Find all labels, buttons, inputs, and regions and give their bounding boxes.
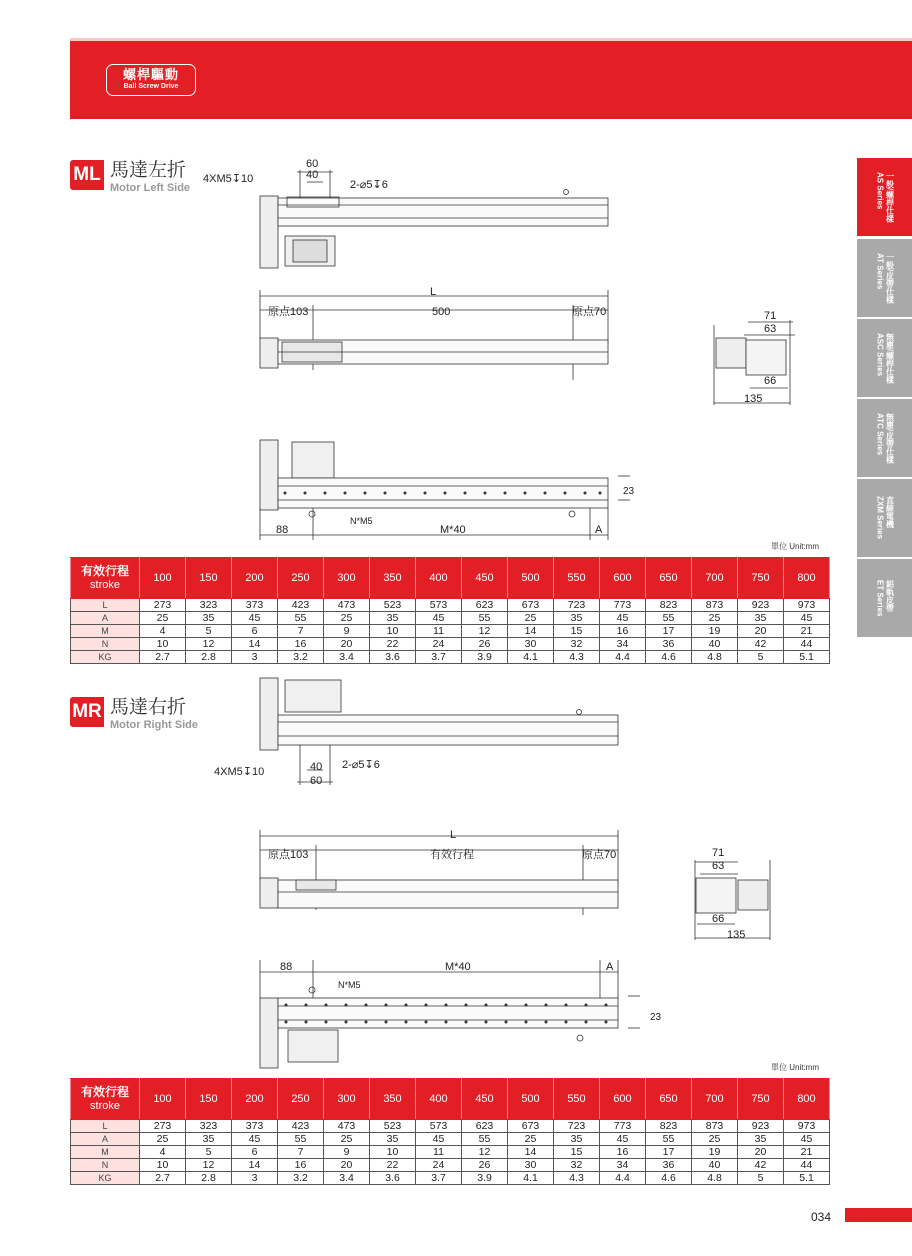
table-cell: 3.6 xyxy=(370,1172,416,1185)
badge-title-en: Ball Screw Drive xyxy=(123,83,179,90)
stroke-value-header: 800 xyxy=(784,558,830,599)
table-cell: 14 xyxy=(508,1146,554,1159)
stroke-value-header: 150 xyxy=(186,1079,232,1120)
table-cell: 773 xyxy=(600,599,646,612)
stroke-value-header: 800 xyxy=(784,1079,830,1120)
table-cell: 3.7 xyxy=(416,651,462,664)
ml-dim-63: 63 xyxy=(764,323,777,335)
table-cell: 5 xyxy=(738,1172,784,1185)
table-cell: 34 xyxy=(600,1159,646,1172)
badge-title-zh: 螺桿驅動 xyxy=(122,67,179,82)
table-cell: 4 xyxy=(140,1146,186,1159)
table-cell: 373 xyxy=(232,599,278,612)
table-cell: 30 xyxy=(508,1159,554,1172)
table-cell: 55 xyxy=(646,1133,692,1146)
tab-label-en: AT Series xyxy=(875,252,885,290)
table-cell: 5.1 xyxy=(784,651,830,664)
table-cell: 16 xyxy=(278,1159,324,1172)
stroke-value-header: 600 xyxy=(600,558,646,599)
table-cell: 35 xyxy=(738,1133,784,1146)
table-cell: 10 xyxy=(140,1159,186,1172)
table-cell: 3.7 xyxy=(416,1172,462,1185)
table-cell: 4.1 xyxy=(508,1172,554,1185)
table-cell: 42 xyxy=(738,638,784,651)
table-cell: 7 xyxy=(278,625,324,638)
table-cell: 20 xyxy=(738,625,784,638)
table-cell: 14 xyxy=(232,1159,278,1172)
table-cell: 35 xyxy=(554,1133,600,1146)
page-number-bar xyxy=(845,1208,912,1222)
table-cell: 55 xyxy=(646,612,692,625)
table-cell: 35 xyxy=(554,612,600,625)
stroke-value-header: 450 xyxy=(462,1079,508,1120)
table-cell: 723 xyxy=(554,599,600,612)
stroke-header xyxy=(71,1079,140,1120)
table-cell: 573 xyxy=(416,1120,462,1133)
table-cell: 3 xyxy=(232,651,278,664)
stroke-value-header: 700 xyxy=(692,1079,738,1120)
table-cell: 44 xyxy=(784,1159,830,1172)
table-cell: 3.4 xyxy=(324,651,370,664)
ml-title-zh: 馬達左折 xyxy=(110,160,187,181)
table-cell: 4 xyxy=(140,625,186,638)
table-cell: 14 xyxy=(508,625,554,638)
table-cell: 5.1 xyxy=(784,1172,830,1185)
row-label: L xyxy=(71,599,140,612)
table-cell: 16 xyxy=(600,625,646,638)
table-cell: 26 xyxy=(462,638,508,651)
stroke-value-header: 450 xyxy=(462,558,508,599)
stroke-value-header: 550 xyxy=(554,558,600,599)
table-cell: 42 xyxy=(738,1159,784,1172)
table-cell: 823 xyxy=(646,599,692,612)
table-header-row xyxy=(71,1079,830,1120)
table-cell: 21 xyxy=(784,625,830,638)
table-cell: 19 xyxy=(692,1146,738,1159)
table-cell: 3.9 xyxy=(462,651,508,664)
table-cell: 323 xyxy=(186,599,232,612)
row-label: M xyxy=(71,1146,140,1159)
mr-dim-60: 60 xyxy=(310,775,323,787)
stroke-value-header: 500 xyxy=(508,1079,554,1120)
table-cell: 3.2 xyxy=(278,651,324,664)
tab-label-zh: 一般/皮帶仕樣 xyxy=(885,252,895,304)
mr-stroke-label: 有效行程 xyxy=(430,849,474,861)
table-cell: 19 xyxy=(692,625,738,638)
ml-title-en: Motor Left Side xyxy=(110,182,191,194)
stroke-value-header: 500 xyxy=(508,558,554,599)
ml-spec-table xyxy=(70,557,830,664)
table-cell: 4.4 xyxy=(600,651,646,664)
table-cell: 2.7 xyxy=(140,651,186,664)
table-cell: 24 xyxy=(416,638,462,651)
table-cell: 4.3 xyxy=(554,651,600,664)
table-cell: 12 xyxy=(462,625,508,638)
stroke-value-header: 750 xyxy=(738,1079,784,1120)
table-cell: 5 xyxy=(738,651,784,664)
table-row xyxy=(71,625,830,638)
table-cell: 35 xyxy=(370,1133,416,1146)
row-label: KG xyxy=(71,1172,140,1185)
table-cell: 16 xyxy=(278,638,324,651)
table-cell: 45 xyxy=(784,612,830,625)
table-cell: 36 xyxy=(646,638,692,651)
table-cell: 623 xyxy=(462,599,508,612)
table-cell: 21 xyxy=(784,1146,830,1159)
ml-dim-A: A xyxy=(595,524,603,536)
stroke-value-header: 250 xyxy=(278,558,324,599)
table-cell: 473 xyxy=(324,1120,370,1133)
table-cell: 36 xyxy=(646,1159,692,1172)
table-cell: 673 xyxy=(508,1120,554,1133)
ml-dim-60: 60 xyxy=(306,158,319,170)
row-label: M xyxy=(71,625,140,638)
tab-label-zh: 直線電機 xyxy=(885,496,895,529)
table-cell: 3.9 xyxy=(462,1172,508,1185)
table-row xyxy=(71,1146,830,1159)
table-cell: 4.4 xyxy=(600,1172,646,1185)
table-cell: 20 xyxy=(324,1159,370,1172)
mr-dim-A: A xyxy=(606,961,614,973)
stroke-header xyxy=(71,558,140,599)
table-cell: 45 xyxy=(232,612,278,625)
stroke-value-header: 250 xyxy=(278,1079,324,1120)
table-cell: 12 xyxy=(186,638,232,651)
table-cell: 25 xyxy=(692,612,738,625)
table-cell: 623 xyxy=(462,1120,508,1133)
table-cell: 4.6 xyxy=(646,651,692,664)
ml-dim-88: 88 xyxy=(276,524,289,536)
table-cell: 823 xyxy=(646,1120,692,1133)
table-cell: 5 xyxy=(186,625,232,638)
table-row xyxy=(71,1133,830,1146)
stroke-value-header: 200 xyxy=(232,1079,278,1120)
tab-label-zh: 無塵/螺桿仕樣 xyxy=(885,332,895,384)
table-cell: 20 xyxy=(738,1146,784,1159)
stroke-header-en: stroke xyxy=(90,579,120,591)
table-cell: 22 xyxy=(370,1159,416,1172)
ml-origin-left: 原点103 xyxy=(268,306,309,318)
table-cell: 40 xyxy=(692,1159,738,1172)
stroke-value-header: 100 xyxy=(140,558,186,599)
table-cell: 3 xyxy=(232,1172,278,1185)
row-label: A xyxy=(71,1133,140,1146)
ml-origin-right: 原点70 xyxy=(572,306,607,318)
mr-title-zh: 馬達右折 xyxy=(110,697,187,718)
table-cell: 523 xyxy=(370,599,416,612)
row-label: L xyxy=(71,1120,140,1133)
mr-dim-40: 40 xyxy=(310,761,323,773)
table-cell: 24 xyxy=(416,1159,462,1172)
ml-screw-spec: 4XM5↧10 xyxy=(203,173,254,185)
table-cell: 16 xyxy=(600,1146,646,1159)
mr-dim-23: 23 xyxy=(650,1012,662,1023)
ml-nm5: N*M5 xyxy=(350,516,373,526)
table-cell: 32 xyxy=(554,638,600,651)
mr-origin-left: 原点103 xyxy=(268,849,309,861)
mr-drawing xyxy=(0,660,912,1080)
stroke-value-header: 350 xyxy=(370,558,416,599)
ml-dim-135: 135 xyxy=(744,393,763,405)
table-cell: 45 xyxy=(416,1133,462,1146)
table-cell: 923 xyxy=(738,1120,784,1133)
table-cell: 2.7 xyxy=(140,1172,186,1185)
tab-label-en: ATC Series xyxy=(875,412,885,455)
table-cell: 45 xyxy=(416,612,462,625)
table-cell: 873 xyxy=(692,1120,738,1133)
mr-pin-spec: 2-⌀5↧6 xyxy=(342,759,380,771)
ml-dim-66: 66 xyxy=(764,375,777,387)
table-cell: 45 xyxy=(784,1133,830,1146)
mr-dim-66: 66 xyxy=(712,913,725,925)
mr-origin-right: 原点70 xyxy=(582,849,617,861)
tab-label-zh: 無塵/皮帶仕樣 xyxy=(885,412,895,464)
table-cell: 4.3 xyxy=(554,1172,600,1185)
table-row xyxy=(71,612,830,625)
table-cell: 12 xyxy=(186,1159,232,1172)
mr-dim-L: L xyxy=(450,829,457,841)
table-row xyxy=(71,599,830,612)
table-cell: 17 xyxy=(646,625,692,638)
table-cell: 9 xyxy=(324,625,370,638)
table-header-row xyxy=(71,558,830,599)
stroke-value-header: 300 xyxy=(324,558,370,599)
stroke-value-header: 100 xyxy=(140,1079,186,1120)
row-label: A xyxy=(71,612,140,625)
mr-dim-88: 88 xyxy=(280,961,293,973)
table-row xyxy=(71,1120,830,1133)
table-cell: 25 xyxy=(692,1133,738,1146)
stroke-value-header: 700 xyxy=(692,558,738,599)
tab-label-zh: 一般/螺桿仕樣 xyxy=(885,171,895,223)
ml-dim-71: 71 xyxy=(764,310,777,322)
table-cell: 35 xyxy=(370,612,416,625)
table-cell: 3.4 xyxy=(324,1172,370,1185)
table-cell: 3.2 xyxy=(278,1172,324,1185)
table-cell: 55 xyxy=(278,1133,324,1146)
ml-dim-L: L xyxy=(430,286,437,298)
table-cell: 26 xyxy=(462,1159,508,1172)
table-cell: 4.6 xyxy=(646,1172,692,1185)
mr-title-en: Motor Right Side xyxy=(110,719,198,731)
table-cell: 55 xyxy=(462,1133,508,1146)
table-cell: 30 xyxy=(508,638,554,651)
table-cell: 873 xyxy=(692,599,738,612)
table-cell: 273 xyxy=(140,599,186,612)
stroke-value-header: 350 xyxy=(370,1079,416,1120)
table-cell: 20 xyxy=(324,638,370,651)
table-cell: 25 xyxy=(324,1133,370,1146)
table-cell: 12 xyxy=(462,1146,508,1159)
stroke-value-header: 400 xyxy=(416,558,462,599)
mr-dim-63: 63 xyxy=(712,860,725,872)
table-cell: 55 xyxy=(278,612,324,625)
stroke-value-header: 650 xyxy=(646,1079,692,1120)
table-cell: 2.8 xyxy=(186,1172,232,1185)
table-cell: 973 xyxy=(784,599,830,612)
stroke-value-header: 600 xyxy=(600,1079,646,1120)
table-cell: 55 xyxy=(462,612,508,625)
stroke-header-zh: 有效行程 xyxy=(80,564,129,578)
table-cell: 323 xyxy=(186,1120,232,1133)
mr-unit-label: 單位 Unit:mm xyxy=(771,1063,819,1072)
table-cell: 15 xyxy=(554,625,600,638)
table-cell: 25 xyxy=(140,612,186,625)
table-cell: 923 xyxy=(738,599,784,612)
ml-stroke-500: 500 xyxy=(432,306,451,318)
table-cell: 10 xyxy=(370,1146,416,1159)
ml-pin-spec: 2-⌀5↧6 xyxy=(350,179,388,191)
stroke-value-header: 200 xyxy=(232,558,278,599)
table-cell: 32 xyxy=(554,1159,600,1172)
table-cell: 40 xyxy=(692,638,738,651)
table-cell: 22 xyxy=(370,638,416,651)
mr-spec-table xyxy=(70,1078,830,1185)
table-cell: 973 xyxy=(784,1120,830,1133)
tab-et-series[interactable] xyxy=(857,559,912,637)
tab-label-en: ZXM Series xyxy=(875,496,885,540)
table-cell: 25 xyxy=(140,1133,186,1146)
table-cell: 423 xyxy=(278,1120,324,1133)
mr-nm5: N*M5 xyxy=(338,980,361,990)
table-cell: 9 xyxy=(324,1146,370,1159)
table-cell: 573 xyxy=(416,599,462,612)
table-cell: 11 xyxy=(416,625,462,638)
table-cell: 10 xyxy=(370,625,416,638)
table-cell: 423 xyxy=(278,599,324,612)
table-cell: 723 xyxy=(554,1120,600,1133)
ml-dim-40: 40 xyxy=(306,169,319,181)
stroke-header-en: stroke xyxy=(90,1100,120,1112)
table-cell: 523 xyxy=(370,1120,416,1133)
table-cell: 5 xyxy=(186,1146,232,1159)
ml-drawing xyxy=(0,0,912,560)
ml-m40: M*40 xyxy=(440,524,466,536)
mr-dim-71: 71 xyxy=(712,847,725,859)
table-cell: 4.1 xyxy=(508,651,554,664)
mr-dim-135: 135 xyxy=(727,929,746,941)
table-cell: 35 xyxy=(738,612,784,625)
table-cell: 35 xyxy=(186,612,232,625)
table-cell: 2.8 xyxy=(186,651,232,664)
table-cell: 25 xyxy=(508,612,554,625)
table-cell: 373 xyxy=(232,1120,278,1133)
page-number: 034 xyxy=(811,1210,832,1224)
ml-unit-label: 單位 Unit:mm xyxy=(771,542,819,551)
table-row xyxy=(71,1159,830,1172)
tab-label-en: ET Series xyxy=(875,579,885,617)
mr-m40: M*40 xyxy=(445,961,471,973)
table-cell: 14 xyxy=(232,638,278,651)
mr-tag: MR xyxy=(70,697,104,727)
row-label: N xyxy=(71,1159,140,1172)
table-cell: 3.6 xyxy=(370,651,416,664)
table-cell: 44 xyxy=(784,638,830,651)
table-cell: 4.8 xyxy=(692,1172,738,1185)
mr-screw-spec: 4XM5↧10 xyxy=(214,766,265,778)
table-cell: 25 xyxy=(508,1133,554,1146)
tab-label-en: AS Series xyxy=(875,171,885,210)
table-cell: 10 xyxy=(140,638,186,651)
row-label: N xyxy=(71,638,140,651)
stroke-header-zh: 有效行程 xyxy=(80,1085,129,1099)
row-label: KG xyxy=(71,651,140,664)
tab-label-zh: 鋁軌皮帶 xyxy=(885,579,895,612)
stroke-value-header: 300 xyxy=(324,1079,370,1120)
tab-label-en: ASC Series xyxy=(875,332,885,377)
table-cell: 15 xyxy=(554,1146,600,1159)
stroke-value-header: 400 xyxy=(416,1079,462,1120)
table-cell: 45 xyxy=(600,1133,646,1146)
table-cell: 673 xyxy=(508,599,554,612)
stroke-value-header: 650 xyxy=(646,558,692,599)
table-cell: 473 xyxy=(324,599,370,612)
table-cell: 35 xyxy=(186,1133,232,1146)
table-cell: 34 xyxy=(600,638,646,651)
table-row xyxy=(71,1172,830,1185)
ml-tag: ML xyxy=(70,160,104,190)
table-cell: 45 xyxy=(600,612,646,625)
table-cell: 11 xyxy=(416,1146,462,1159)
table-cell: 6 xyxy=(232,625,278,638)
stroke-value-header: 550 xyxy=(554,1079,600,1120)
table-cell: 273 xyxy=(140,1120,186,1133)
table-row xyxy=(71,638,830,651)
table-cell: 7 xyxy=(278,1146,324,1159)
stroke-value-header: 150 xyxy=(186,558,232,599)
ml-dim-23: 23 xyxy=(623,486,635,497)
table-cell: 4.8 xyxy=(692,651,738,664)
table-cell: 6 xyxy=(232,1146,278,1159)
stroke-value-header: 750 xyxy=(738,558,784,599)
table-cell: 17 xyxy=(646,1146,692,1159)
table-cell: 45 xyxy=(232,1133,278,1146)
table-cell: 25 xyxy=(324,612,370,625)
table-cell: 773 xyxy=(600,1120,646,1133)
